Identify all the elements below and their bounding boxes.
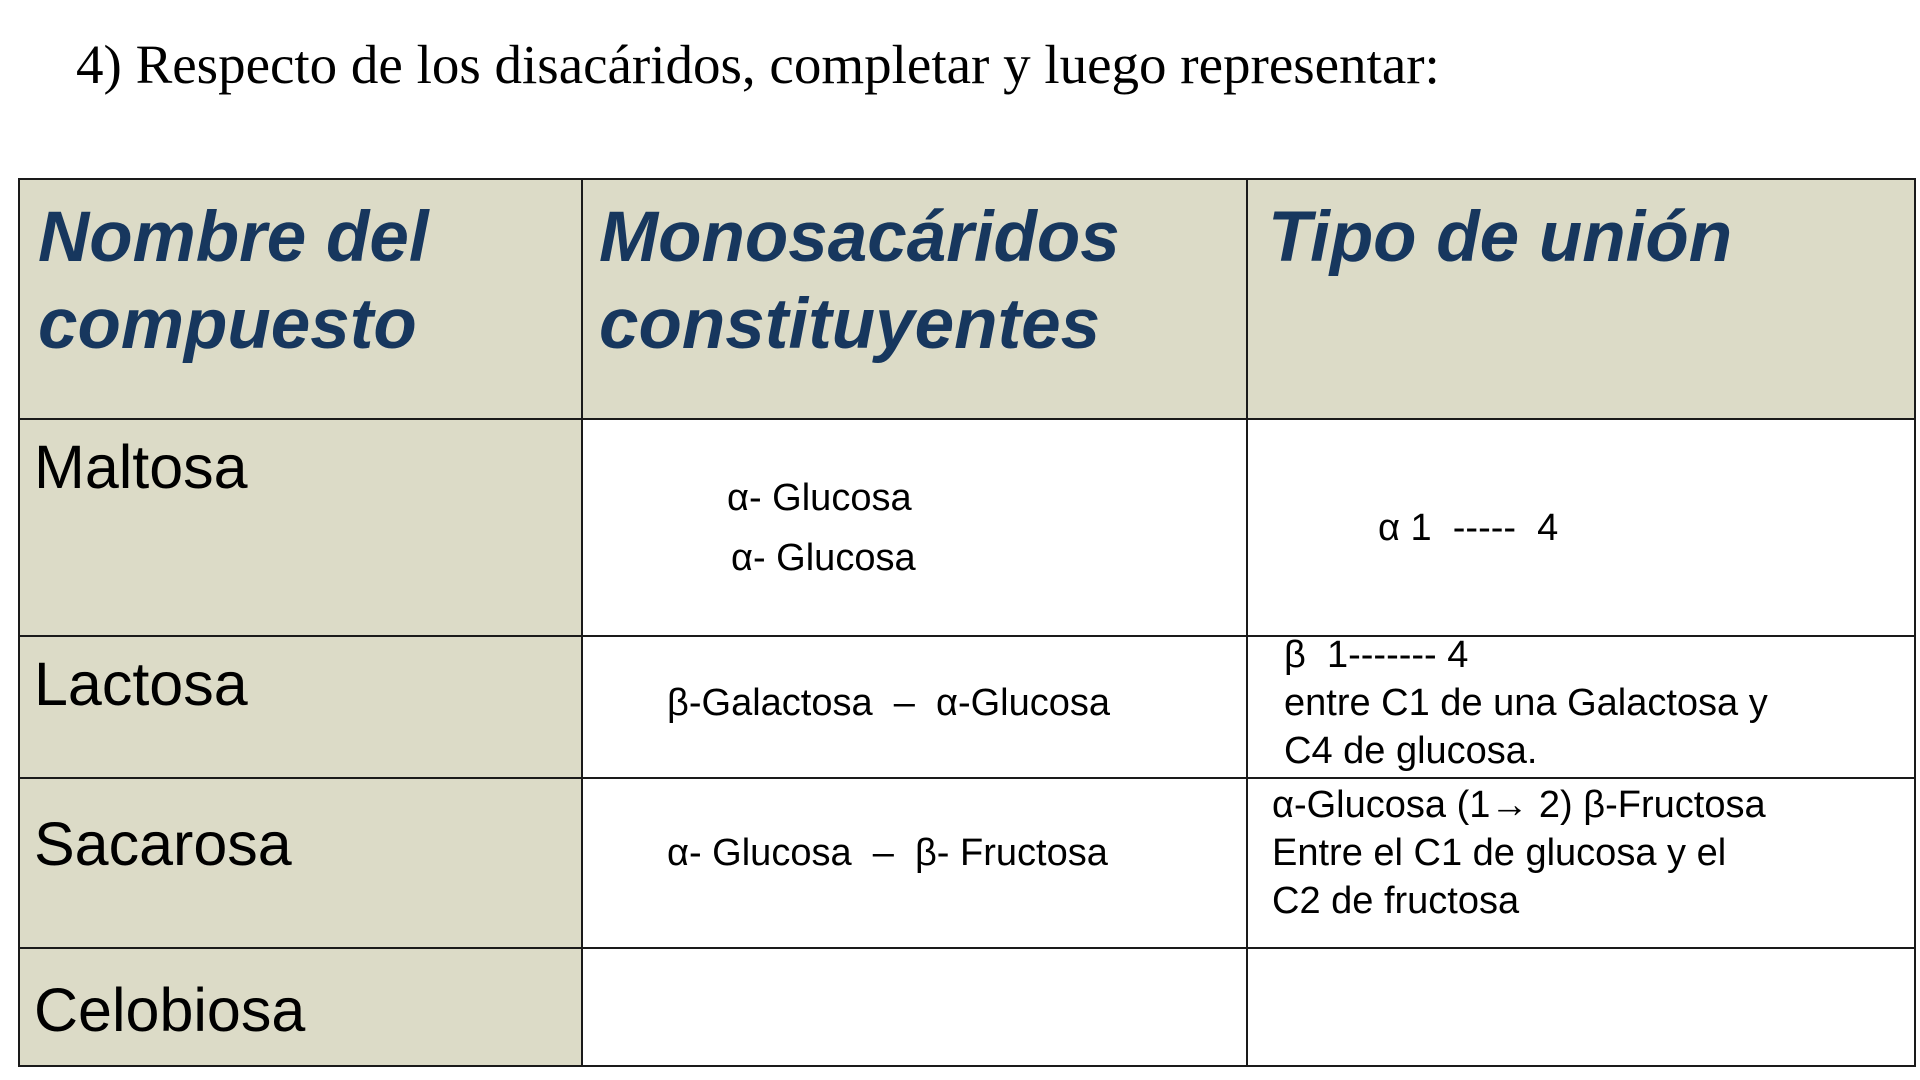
header-compound-name-line1: Nombre del bbox=[38, 198, 429, 277]
monosaccharides bbox=[583, 949, 1246, 1065]
compound-name: Lactosa bbox=[34, 650, 248, 718]
compound-name-cell bbox=[19, 636, 582, 778]
disaccharides-table bbox=[18, 178, 1916, 1067]
bond-type-line2: entre C1 de una Galactosa y bbox=[1284, 682, 1768, 724]
bond-type: α 1 ----- 4 bbox=[1378, 507, 1559, 549]
header-bond-type-label: Tipo de unión bbox=[1268, 198, 1733, 277]
page-title: 4) Respecto de los disacáridos, completar y luego representar: bbox=[76, 34, 1440, 95]
header-monosaccharides bbox=[582, 179, 1247, 419]
header-bond-type bbox=[1247, 179, 1915, 419]
header-monosaccharides-line2: constituyentes bbox=[599, 285, 1101, 364]
compound-name-cell bbox=[19, 778, 582, 948]
bond-type-cell bbox=[1247, 419, 1915, 636]
bond-type-line2: Entre el C1 de glucosa y el bbox=[1272, 832, 1727, 874]
bond-type-cell bbox=[1247, 636, 1915, 778]
bond-type-line1: β 1------- 4 bbox=[1284, 634, 1469, 676]
bond-type-line3: C4 de glucosa. bbox=[1284, 730, 1538, 772]
bond-type bbox=[1248, 949, 1914, 1065]
header-monosaccharides-line1: Monosacáridos bbox=[599, 198, 1120, 277]
compound-name: Celobiosa bbox=[34, 976, 306, 1044]
monosaccharides-cell bbox=[582, 419, 1247, 636]
bond-type-line3: C2 de fructosa bbox=[1272, 880, 1520, 922]
monosaccharide-1: α- Glucosa bbox=[727, 477, 912, 519]
bond-type-cell-empty[interactable] bbox=[1247, 948, 1915, 1066]
monosaccharides: β-Galactosa – α-Glucosa bbox=[667, 682, 1110, 724]
table-header-row bbox=[19, 179, 1915, 419]
monosaccharides: α- Glucosa – β- Fructosa bbox=[667, 832, 1108, 874]
table-row-lactosa bbox=[19, 636, 1915, 778]
header-compound-name-line2: compuesto bbox=[38, 285, 417, 364]
monosaccharides-cell bbox=[582, 778, 1247, 948]
monosaccharides-cell-empty[interactable] bbox=[582, 948, 1247, 1066]
compound-name: Sacarosa bbox=[34, 810, 292, 878]
bond-type-line1: α-Glucosa (1→ 2) β-Fructosa bbox=[1272, 784, 1766, 826]
compound-name: Maltosa bbox=[34, 433, 248, 501]
monosaccharide-2: α- Glucosa bbox=[731, 537, 916, 579]
monosaccharides-cell bbox=[582, 636, 1247, 778]
bond-type-cell bbox=[1247, 778, 1915, 948]
compound-name-cell bbox=[19, 419, 582, 636]
table-row-sacarosa bbox=[19, 778, 1915, 948]
compound-name-cell bbox=[19, 948, 582, 1066]
table-row-maltosa bbox=[19, 419, 1915, 636]
header-compound-name bbox=[19, 179, 582, 419]
table-row-celobiosa bbox=[19, 948, 1915, 1066]
